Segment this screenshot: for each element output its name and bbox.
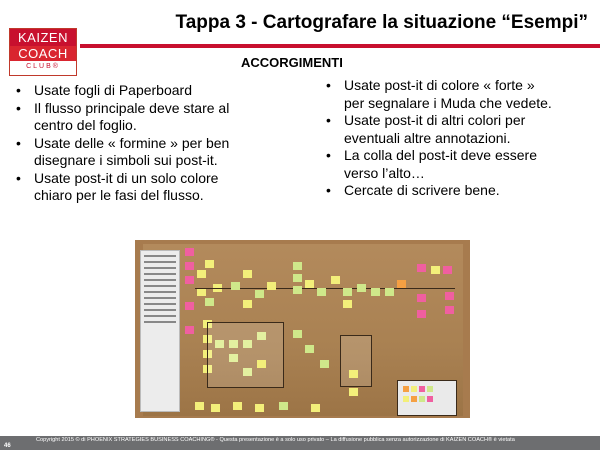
section-subheading: ACCORGIMENTI <box>241 55 343 70</box>
post-it-note <box>267 282 276 290</box>
bullet-item: • Cercate di scrivere bene. <box>320 182 556 200</box>
bullet-item: • Usate post-it di un solo colore chiaro per le fasi del flusso. <box>10 170 258 205</box>
value-stream-map-photo <box>135 240 470 418</box>
post-it-note <box>293 262 302 270</box>
footer-bar <box>0 436 600 450</box>
post-it-note <box>305 345 314 353</box>
post-it-note <box>293 330 302 338</box>
post-it-note <box>403 396 409 402</box>
kaizen-coach-logo <box>9 28 77 76</box>
post-it-note <box>349 388 358 396</box>
post-it-note <box>431 266 440 274</box>
post-it-note <box>331 276 340 284</box>
post-it-note <box>419 396 425 402</box>
post-it-note <box>343 288 352 296</box>
post-it-note <box>320 360 329 368</box>
left-bullet-list <box>10 82 258 205</box>
post-it-note <box>231 282 240 290</box>
post-it-note <box>445 306 454 314</box>
post-it-note <box>197 288 206 296</box>
post-it-note <box>255 290 264 298</box>
post-it-note <box>343 300 352 308</box>
post-it-note <box>257 332 266 340</box>
post-it-note <box>185 248 194 256</box>
post-it-note <box>417 310 426 318</box>
post-it-note <box>211 404 220 412</box>
post-it-note <box>229 340 238 348</box>
post-it-note <box>185 326 194 334</box>
post-it-note <box>317 288 326 296</box>
post-it-note <box>243 368 252 376</box>
post-it-note <box>185 262 194 270</box>
post-it-note <box>305 280 314 288</box>
post-it-note <box>349 370 358 378</box>
bullet-item: • Usate post-it di colore « forte » per segnalare i Muda che vedete. <box>320 77 556 112</box>
post-it-note <box>205 298 214 306</box>
post-it-note <box>311 404 320 412</box>
post-it-note <box>419 386 425 392</box>
post-it-note <box>215 340 224 348</box>
post-it-note <box>357 284 366 292</box>
post-it-note <box>279 402 288 410</box>
post-it-note <box>397 280 406 288</box>
logo-line-2: COACH <box>10 46 76 61</box>
post-it-note <box>243 340 252 348</box>
title-divider <box>80 44 600 48</box>
page-number: 46 <box>4 443 11 449</box>
post-it-note <box>185 276 194 284</box>
post-it-note <box>255 404 264 412</box>
logo-line-1: KAIZEN <box>10 29 76 46</box>
bullet-item: • La colla del post-it deve essere verso l’alto… <box>320 147 556 182</box>
post-it-note <box>411 386 417 392</box>
post-it-note <box>185 302 194 310</box>
bullet-item: • Il flusso principale deve stare al centro del foglio. <box>10 100 258 135</box>
bullet-item: • Usate delle « formine » per ben disegnare i simboli sui post-it. <box>10 135 258 170</box>
post-it-note <box>293 274 302 282</box>
bullet-item: • Usate fogli di Paperboard <box>10 82 258 100</box>
post-it-note <box>385 288 394 296</box>
post-it-note <box>293 286 302 294</box>
post-it-note <box>243 270 252 278</box>
post-it-note <box>243 300 252 308</box>
post-it-note <box>195 402 204 410</box>
post-it-note <box>427 386 433 392</box>
document-sheet-stack <box>140 250 180 412</box>
post-it-note <box>205 260 214 268</box>
post-it-note <box>257 360 266 368</box>
post-it-note <box>371 288 380 296</box>
process-box <box>207 322 284 388</box>
right-bullet-list <box>320 77 556 200</box>
bullet-item: • Usate post-it di altri colori per eventuali altre annotazioni. <box>320 112 556 147</box>
slide-title: Tappa 3 - Cartografare la situazione “Esempi” <box>175 12 588 33</box>
post-it-note <box>229 354 238 362</box>
post-it-note <box>417 264 426 272</box>
post-it-note <box>233 402 242 410</box>
post-it-note <box>411 396 417 402</box>
logo-line-3: CLUB® <box>26 63 60 70</box>
post-it-note <box>427 396 433 402</box>
post-it-note <box>417 294 426 302</box>
post-it-note <box>445 292 454 300</box>
process-box <box>340 335 372 387</box>
post-it-note <box>443 266 452 274</box>
copyright-text: Copyright 2015 © di PHOENIX STRATEGIES BUSINESS COACHING® - Questa presentazione è a solo uso privato – La diffusione pubblica senza autorizzazione di KAIZEN COACH® è vietata <box>36 437 515 443</box>
post-it-note <box>403 386 409 392</box>
post-it-note <box>197 270 206 278</box>
